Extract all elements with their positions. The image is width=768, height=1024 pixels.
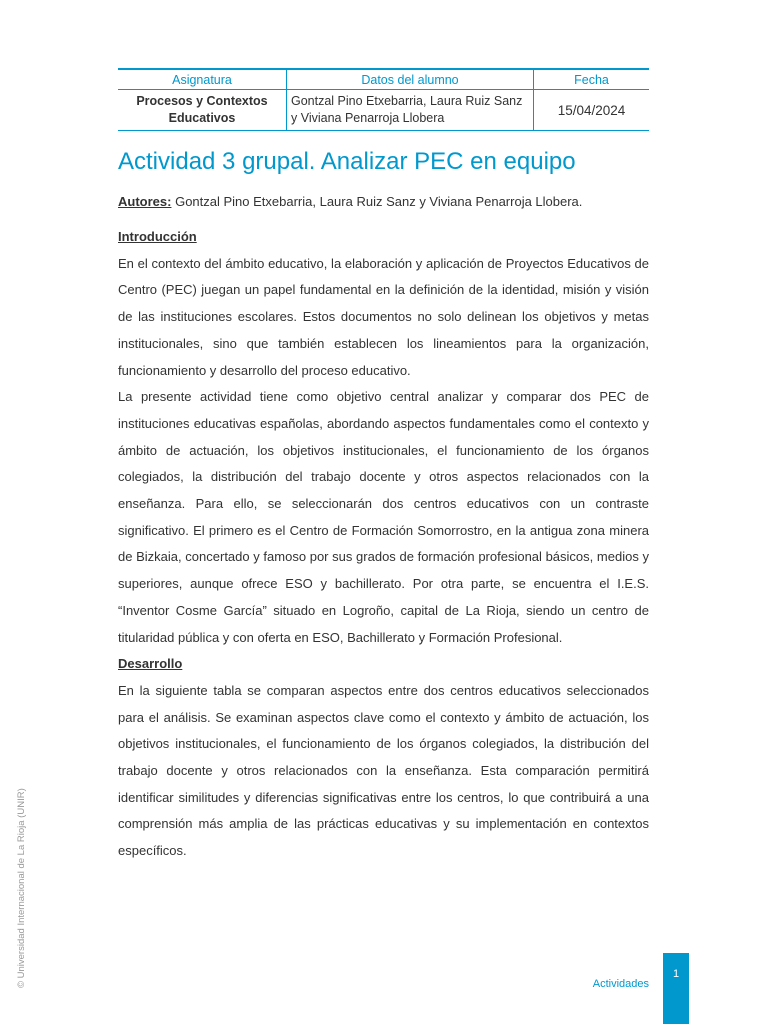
intro-paragraph-1: En el contexto del ámbito educativo, la elaboración y aplicación de Proyectos Educativos de Centro (PEC) juegan un papel fundamental en la definición de la identidad, misión y visión de las instituciones escolares. Estos documentos no solo delinean los objetivos y metas institucionales, sino que también establecen los lineamientos para la organización, funcionamiento y desarrollo del proceso educativo. xyxy=(118,255,649,378)
intro-heading: Introducción xyxy=(118,229,197,244)
authors-label: Autores: xyxy=(118,194,172,209)
development-heading: Desarrollo xyxy=(118,656,183,672)
page-number: 1 xyxy=(672,968,680,980)
header-col-subject: Asignatura xyxy=(118,69,287,90)
document-title: Actividad 3 grupal. Analizar PEC en equipo xyxy=(118,148,576,175)
authors-line xyxy=(118,194,649,209)
subject-value: Procesos y Contextos Educativos xyxy=(118,90,287,131)
authors-names: Gontzal Pino Etxebarria, Laura Ruiz Sanz y Viviana Penarroja Llobera. xyxy=(175,194,583,209)
header-col-date: Fecha xyxy=(534,69,650,90)
header-col-student-data: Datos del alumno xyxy=(287,69,534,90)
document-body xyxy=(118,224,649,865)
students-value: Gontzal Pino Etxebarria, Laura Ruiz Sanz y Viviana Penarroja Llobera xyxy=(287,90,534,131)
copyright-side-text: © Universidad Internacional de La Rioja (UNIR) xyxy=(16,788,27,988)
development-paragraph-1: En la siguiente tabla se comparan aspectos entre dos centros educativos seleccionados para el análisis. Se examinan aspectos clave como el contexto y ámbito de actuación, los objetivos institucionales, el funcionamiento de los órganos colegiados, la distribución del trabajo docente y otros relacionados con la enseñanza. Esta comparación permitirá identificar similitudes y diferencias significativas entre los centros, lo que contribuirá a una comprensión más amplia de las prácticas educativas y su implementación en contextos específicos. xyxy=(118,682,649,859)
footer-section-label: Actividades xyxy=(592,978,649,990)
header-table xyxy=(118,68,649,131)
date-value: 15/04/2024 xyxy=(534,90,650,131)
intro-paragraph-2: La presente actividad tiene como objetivo central analizar y comparar dos PEC de instituciones educativas españolas, abordando aspectos fundamentales como el contexto y ámbito de actuación, los objetivos institucionales, el funcionamiento de los órganos colegiados, la distribución del trabajo docente y otros aspectos relacionados con la enseñanza. Para ello, se seleccionarán dos centros educativos con un contraste significativo. El primero es el Centro de Formación Somorrostro, en la antigua zona minera de Bizkaia, concertado y famoso por sus grados de formación profesional básicos, medios y superiores, aunque ofrece ESO y bachillerato. Por otra parte, se encuentra el I.E.S. “Inventor Cosme García” situado en Logroño, capital de La Rioja, siendo un centro de titularidad pública y con oferta en ESO, Bachillerato y Formación Profesional. xyxy=(118,389,649,645)
page-number-tab xyxy=(663,953,689,1024)
